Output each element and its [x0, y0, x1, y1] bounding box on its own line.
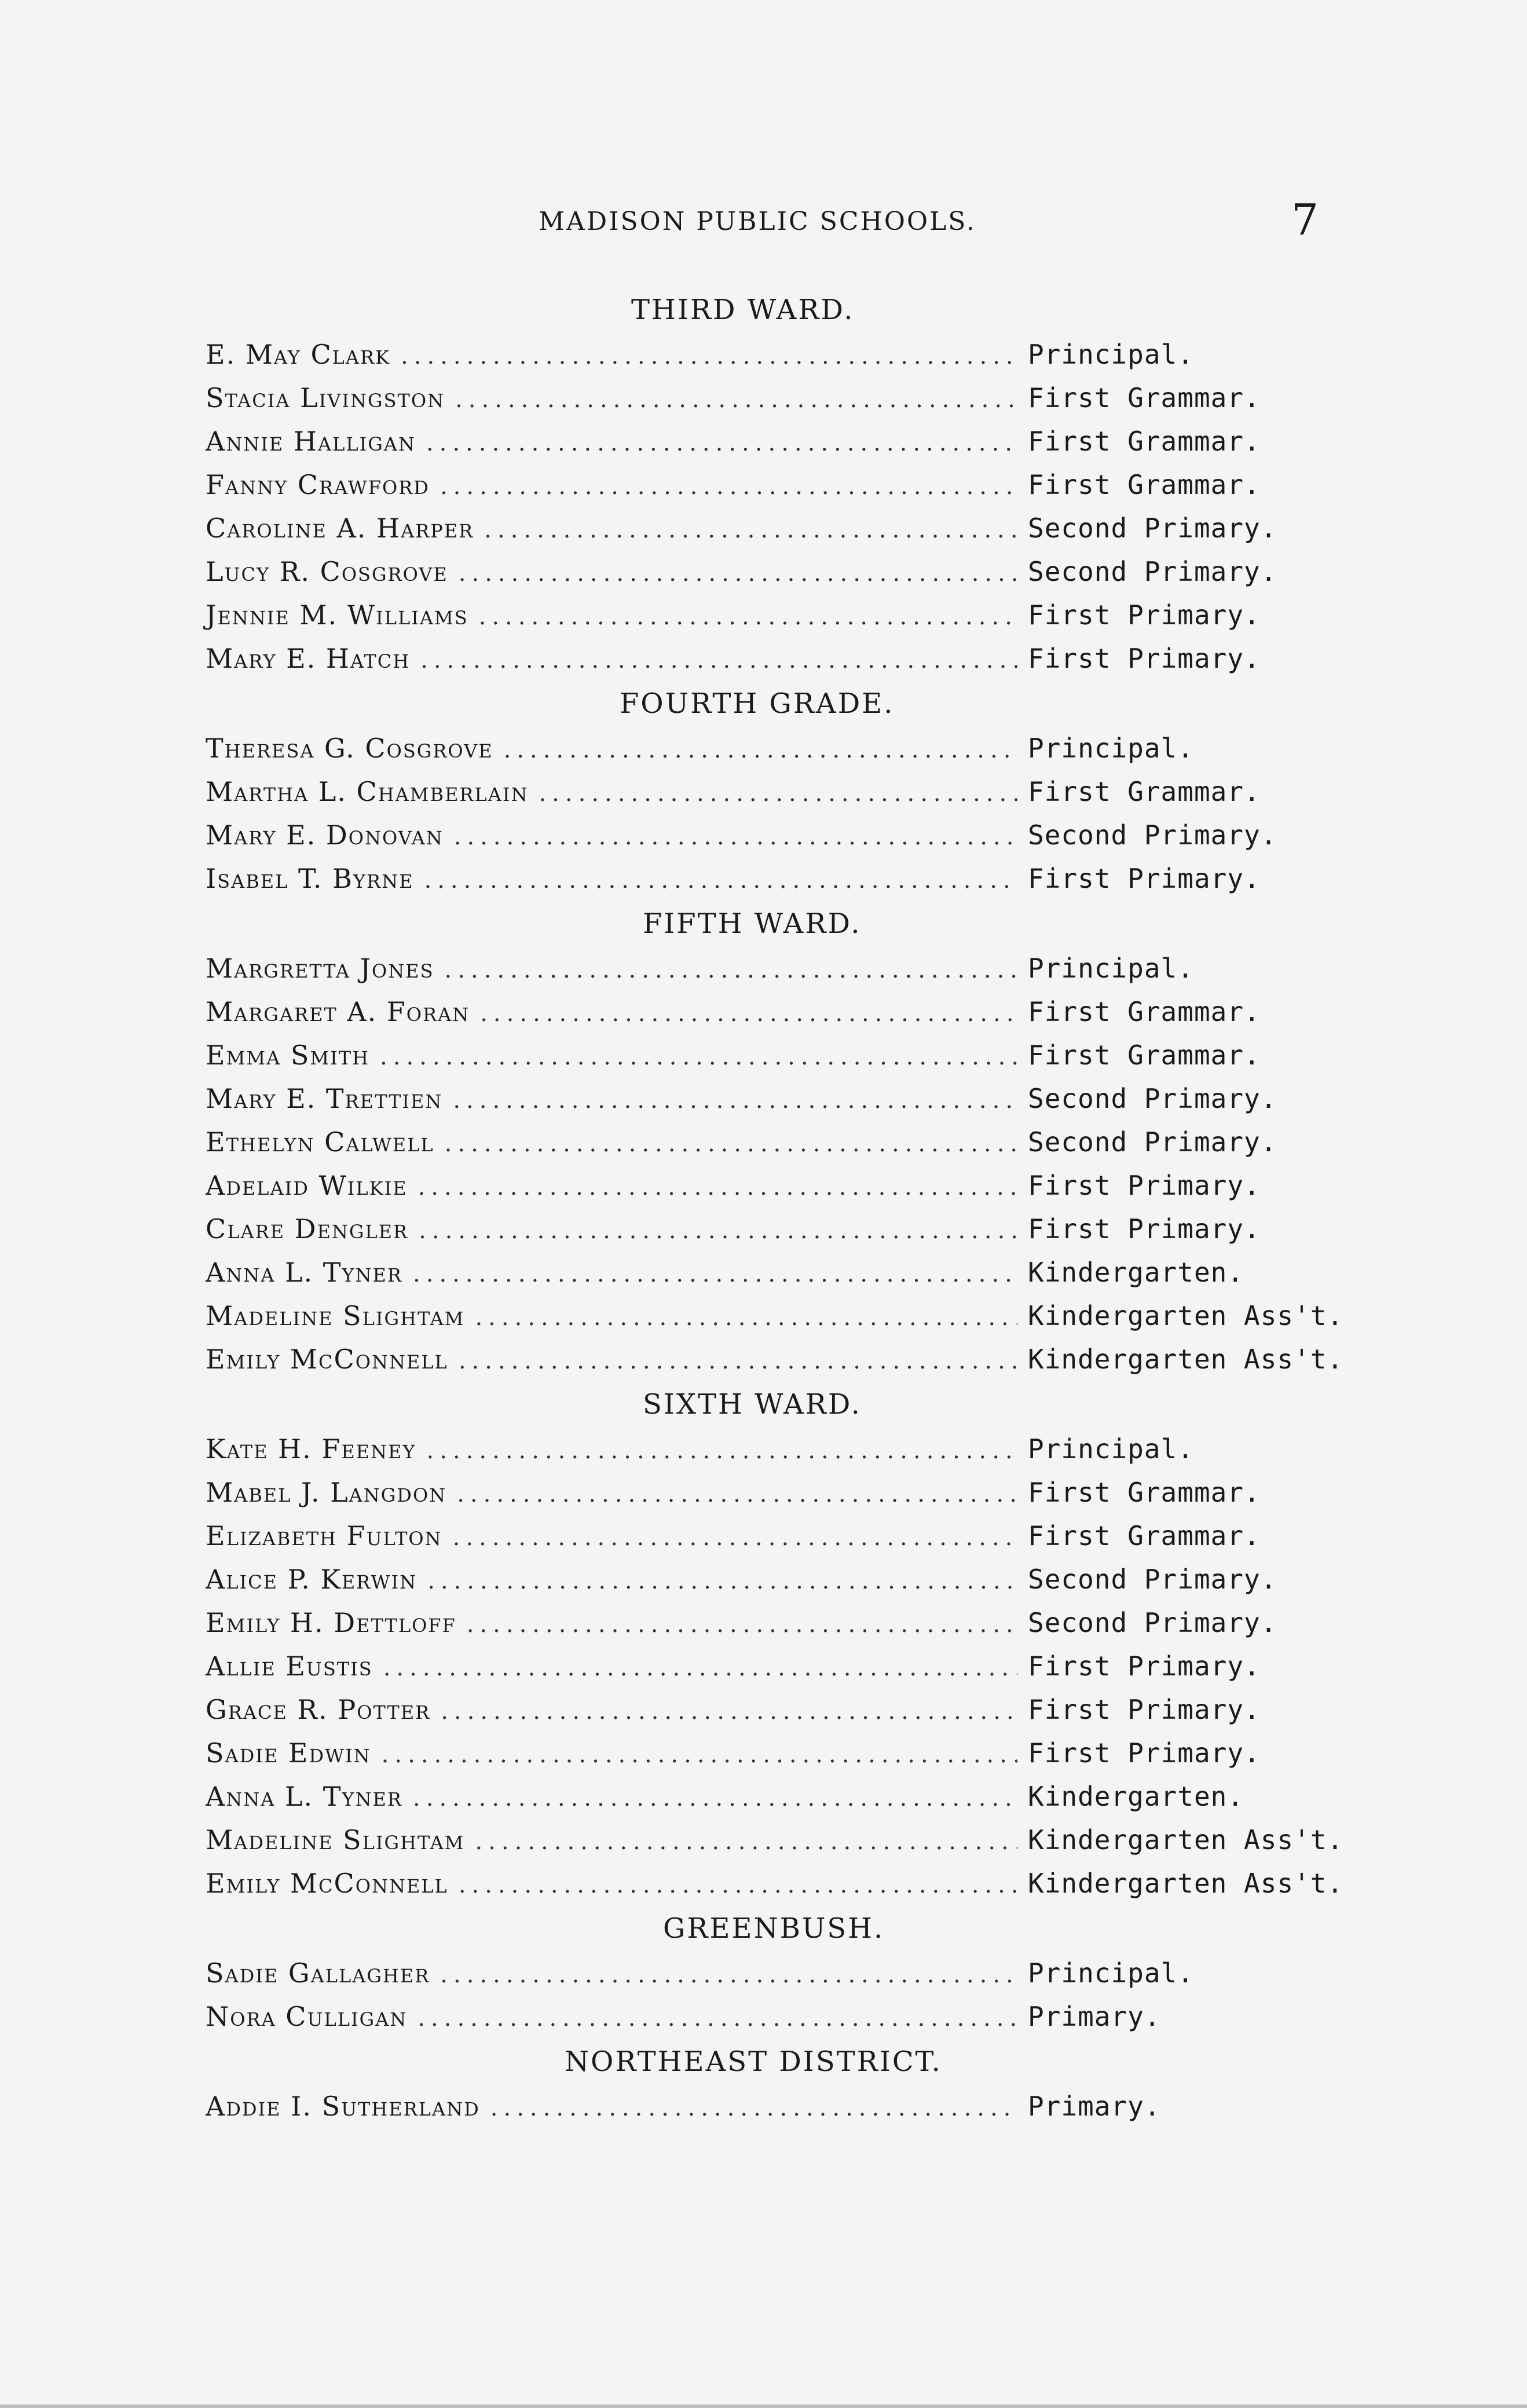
teacher-position: First Primary. [1028, 1170, 1261, 1201]
dot-leader [459, 1340, 1017, 1383]
roster-entry [206, 1514, 1352, 1558]
dot-leader [382, 1733, 1017, 1777]
teacher-name: Mary E. Hatch [206, 643, 411, 674]
dot-leader [380, 1035, 1017, 1079]
section [206, 680, 1352, 901]
teacher-position: Kindergarten Ass't. [1028, 1300, 1344, 1331]
teacher-position: Principal. [1028, 1433, 1194, 1465]
teacher-name: Emily McConnell [206, 1868, 448, 1899]
dot-leader [418, 1166, 1017, 1209]
running-head: MADISON PUBLIC SCHOOLS. [539, 207, 976, 236]
teacher-name: Adelaid Wilkie [206, 1170, 408, 1201]
teacher-name: Grace R. Potter [206, 1694, 431, 1725]
teacher-position: First Primary. [1028, 1213, 1261, 1245]
dot-leader [504, 729, 1017, 772]
roster-entry [206, 1428, 1352, 1471]
roster-entry [206, 814, 1352, 857]
dot-leader [457, 1473, 1017, 1516]
section-title: NORTHEAST DISTRICT. [565, 2045, 942, 2078]
teacher-position: First Primary. [1028, 1737, 1261, 1769]
dot-leader [427, 1429, 1017, 1473]
dot-leader [418, 1997, 1017, 2040]
teacher-position: Primary. [1028, 2091, 1161, 2122]
teacher-position: Second Primary. [1028, 1126, 1277, 1158]
teacher-name: Allie Eustis [206, 1651, 373, 1682]
dot-leader [539, 772, 1017, 815]
section-title: GREENBUSH. [663, 1912, 885, 1945]
teacher-position: First Grammar. [1028, 996, 1261, 1027]
dot-leader [424, 859, 1018, 902]
dot-leader [480, 992, 1017, 1035]
roster-entry [206, 990, 1352, 1034]
teacher-position: Second Primary. [1028, 1564, 1277, 1595]
teacher-name: Alice P. Kerwin [206, 1564, 418, 1595]
roster-entry [206, 1207, 1352, 1251]
dot-leader [445, 1122, 1017, 1166]
teacher-position: Primary. [1028, 2001, 1161, 2032]
section-title: FOURTH GRADE. [620, 687, 895, 720]
teacher-position: Kindergarten Ass't. [1028, 1344, 1344, 1375]
teacher-name: Margretta Jones [206, 953, 434, 984]
section-title: THIRD WARD. [631, 294, 855, 326]
teacher-name: Nora Culligan [206, 2001, 408, 2032]
roster-entry [206, 1995, 1352, 2039]
teacher-name: Kate H. Feeney [206, 1433, 416, 1465]
dot-leader [453, 1079, 1017, 1122]
roster-entry [206, 1732, 1352, 1775]
dot-leader [427, 1560, 1017, 1603]
teacher-position: Kindergarten Ass't. [1028, 1824, 1344, 1856]
teacher-position: First Grammar. [1028, 1477, 1261, 1508]
dot-leader [383, 1646, 1017, 1690]
roster-entry [206, 1251, 1352, 1294]
teacher-name: Mabel J. Langdon [206, 1477, 447, 1508]
roster-entry [206, 550, 1352, 594]
roster-entry [206, 333, 1352, 376]
roster-entry [206, 1034, 1352, 1077]
teacher-name: Elizabeth Fulton [206, 1520, 442, 1551]
dot-leader [413, 1777, 1017, 1820]
dot-leader [441, 1690, 1017, 1733]
roster-entry [206, 1077, 1352, 1121]
teacher-name: Stacia Livingston [206, 382, 445, 413]
roster-entry [206, 1294, 1352, 1338]
teacher-position: First Grammar. [1028, 382, 1261, 413]
roster-entry [206, 1862, 1352, 1905]
dot-leader [484, 508, 1017, 552]
teacher-position: Kindergarten. [1028, 1781, 1244, 1812]
teacher-name: Sadie Gallagher [206, 1957, 430, 1989]
teacher-name: Caroline A. Harper [206, 513, 474, 544]
teacher-name: Lucy R. Cosgrove [206, 556, 448, 587]
teacher-position: Kindergarten. [1028, 1257, 1244, 1288]
roster-entry [206, 857, 1352, 901]
roster-entry [206, 1645, 1352, 1688]
roster-entry [206, 1952, 1352, 1995]
teacher-position: First Primary. [1028, 863, 1261, 894]
teacher-position: First Primary. [1028, 599, 1261, 631]
teacher-position: Second Primary. [1028, 513, 1277, 544]
teacher-position: Second Primary. [1028, 1607, 1277, 1638]
section-title: FIFTH WARD. [643, 907, 862, 940]
teacher-name: Jennie M. Williams [206, 599, 468, 631]
dot-leader [490, 2087, 1017, 2130]
teacher-position: Second Primary. [1028, 1083, 1277, 1114]
teacher-position: First Primary. [1028, 643, 1261, 674]
teacher-name: Theresa G. Cosgrove [206, 733, 493, 764]
dot-leader [426, 422, 1017, 465]
roster-entry [206, 1775, 1352, 1818]
dot-leader [445, 949, 1017, 992]
teacher-name: Emma Smith [206, 1040, 370, 1071]
dot-leader [440, 1953, 1017, 1997]
teacher-position: Principal. [1028, 953, 1194, 984]
roster-entry [206, 594, 1352, 637]
roster-entry [206, 1471, 1352, 1514]
dot-leader [413, 1253, 1017, 1296]
teacher-position: Kindergarten Ass't. [1028, 1868, 1344, 1899]
teacher-position: First Primary. [1028, 1651, 1261, 1682]
roster-entry [206, 463, 1352, 507]
teacher-name: Annie Halligan [206, 426, 416, 457]
dot-leader [440, 465, 1017, 508]
dot-leader [467, 1603, 1017, 1646]
roster-entry [206, 637, 1352, 680]
teacher-position: First Primary. [1028, 1694, 1261, 1725]
teacher-name: Ethelyn Calwell [206, 1126, 434, 1158]
teacher-position: Second Primary. [1028, 556, 1277, 587]
roster-entry [206, 1558, 1352, 1601]
section-title: SIXTH WARD. [643, 1388, 862, 1421]
teacher-name: Clare Dengler [206, 1213, 409, 1245]
teacher-position: First Grammar. [1028, 1520, 1261, 1551]
page-number: 7 [1291, 195, 1319, 245]
teacher-position: Principal. [1028, 339, 1194, 370]
roster-entry [206, 947, 1352, 990]
dot-leader [475, 1296, 1017, 1340]
teacher-name: Emily McConnell [206, 1344, 448, 1375]
teacher-position: Principal. [1028, 1957, 1194, 1989]
roster-entry [206, 1818, 1352, 1862]
dot-leader [459, 1864, 1017, 1907]
teacher-name: Madeline Slightam [206, 1824, 465, 1856]
roster-entry [206, 507, 1352, 550]
dot-leader [475, 1820, 1017, 1864]
dot-leader [455, 378, 1017, 422]
dot-leader [420, 639, 1017, 682]
roster-entry [206, 727, 1352, 770]
teacher-position: Principal. [1028, 733, 1194, 764]
scan-edge [0, 2405, 1527, 2408]
teacher-name: Anna L. Tyner [206, 1257, 403, 1288]
roster-entry [206, 1338, 1352, 1381]
teacher-position: First Grammar. [1028, 1040, 1261, 1071]
roster-entry [206, 376, 1352, 420]
dot-leader [453, 1516, 1017, 1560]
teacher-name: Madeline Slightam [206, 1300, 465, 1331]
dot-leader [401, 335, 1017, 378]
teacher-position: First Grammar. [1028, 469, 1261, 500]
teacher-name: Fanny Crawford [206, 469, 430, 500]
teacher-name: Addie I. Sutherland [206, 2091, 480, 2122]
teacher-position: First Grammar. [1028, 426, 1261, 457]
teacher-name: Margaret A. Foran [206, 996, 470, 1027]
teacher-position: First Grammar. [1028, 776, 1261, 807]
dot-leader [479, 595, 1017, 639]
section [206, 901, 1352, 1381]
roster-entry [206, 770, 1352, 814]
roster-entry [206, 2085, 1352, 2128]
teacher-name: Anna L. Tyner [206, 1781, 403, 1812]
roster-entry [206, 420, 1352, 463]
section [206, 2039, 1352, 2128]
roster-entry [206, 1688, 1352, 1732]
teacher-name: Mary E. Donovan [206, 819, 444, 851]
dot-leader [419, 1209, 1017, 1253]
dot-leader [459, 552, 1017, 595]
section [206, 287, 1352, 680]
teacher-name: Sadie Edwin [206, 1737, 371, 1769]
roster-entry [206, 1164, 1352, 1207]
teacher-position: Second Primary. [1028, 819, 1277, 851]
teacher-roster [206, 287, 1352, 2128]
section [206, 1381, 1352, 1905]
roster-entry [206, 1121, 1352, 1164]
roster-entry [206, 1601, 1352, 1645]
teacher-name: Mary E. Trettien [206, 1083, 443, 1114]
dot-leader [454, 815, 1017, 859]
teacher-name: E. May Clark [206, 339, 391, 370]
teacher-name: Martha L. Chamberlain [206, 776, 529, 807]
teacher-name: Emily H. Dettloff [206, 1607, 456, 1638]
page-header [0, 195, 1527, 246]
teacher-name: Isabel T. Byrne [206, 863, 414, 894]
section [206, 1905, 1352, 2039]
